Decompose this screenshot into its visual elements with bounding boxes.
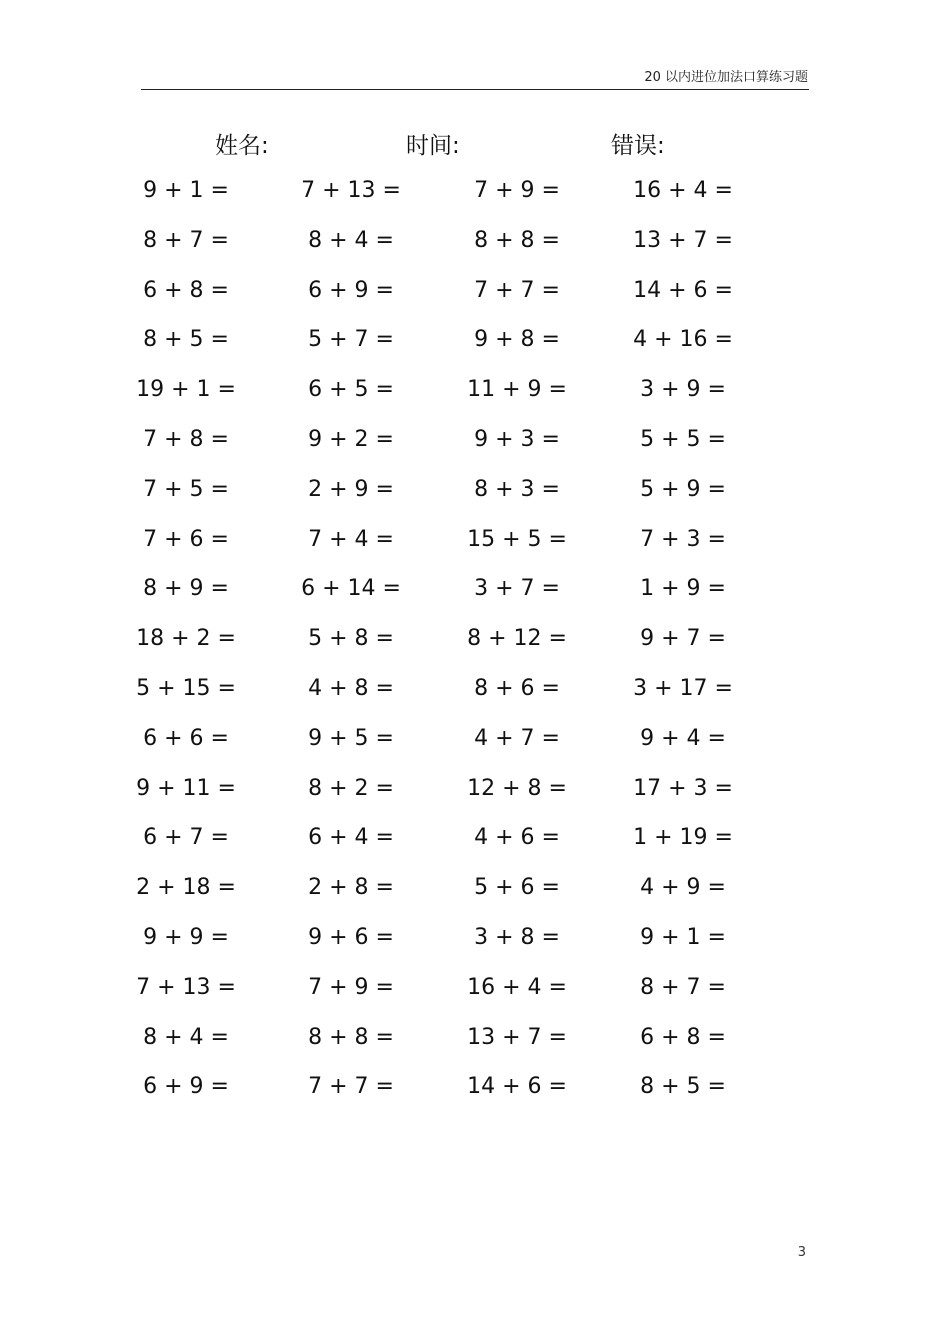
addition-problem: 16 + 4 =	[633, 178, 733, 203]
document-header-title: 20 以内进位加法口算练习题	[644, 70, 808, 85]
addition-problem: 3 + 7 =	[474, 576, 560, 601]
addition-problem: 9 + 5 =	[308, 726, 394, 751]
addition-problem: 2 + 8 =	[308, 875, 394, 900]
addition-problem: 5 + 5 =	[640, 427, 726, 452]
addition-problem: 8 + 12 =	[467, 626, 567, 651]
addition-problem: 5 + 8 =	[308, 626, 394, 651]
addition-problem: 8 + 9 =	[143, 576, 229, 601]
addition-problem: 18 + 2 =	[136, 626, 236, 651]
addition-problem: 8 + 7 =	[143, 228, 229, 253]
addition-problem: 13 + 7 =	[633, 228, 733, 253]
addition-problem: 13 + 7 =	[467, 1025, 567, 1050]
addition-problem: 16 + 4 =	[467, 975, 567, 1000]
addition-problem: 14 + 6 =	[633, 278, 733, 303]
addition-problem: 8 + 8 =	[308, 1025, 394, 1050]
addition-problem: 7 + 5 =	[143, 477, 229, 502]
name-field-label: 姓名:	[215, 133, 269, 159]
addition-problem: 2 + 18 =	[136, 875, 236, 900]
addition-problem: 8 + 5 =	[640, 1074, 726, 1099]
addition-problem: 7 + 8 =	[143, 427, 229, 452]
addition-problem: 9 + 8 =	[474, 327, 560, 352]
addition-problem: 8 + 5 =	[143, 327, 229, 352]
addition-problem: 5 + 6 =	[474, 875, 560, 900]
addition-problem: 6 + 5 =	[308, 377, 394, 402]
addition-problem: 4 + 9 =	[640, 875, 726, 900]
addition-problem: 3 + 9 =	[640, 377, 726, 402]
errors-field-label: 错误:	[611, 133, 665, 159]
addition-problem: 5 + 15 =	[136, 676, 236, 701]
addition-problem: 17 + 3 =	[633, 776, 733, 801]
addition-problem: 7 + 9 =	[308, 975, 394, 1000]
addition-problem: 7 + 3 =	[640, 527, 726, 552]
addition-problem: 9 + 6 =	[308, 925, 394, 950]
addition-problem: 9 + 1 =	[143, 178, 229, 203]
addition-problem: 3 + 17 =	[633, 676, 733, 701]
addition-problem: 4 + 7 =	[474, 726, 560, 751]
addition-problem: 19 + 1 =	[136, 377, 236, 402]
addition-problem: 9 + 9 =	[143, 925, 229, 950]
addition-problem: 5 + 9 =	[640, 477, 726, 502]
addition-problem: 6 + 9 =	[308, 278, 394, 303]
addition-problem: 6 + 4 =	[308, 825, 394, 850]
addition-problem: 8 + 3 =	[474, 477, 560, 502]
addition-problem: 2 + 9 =	[308, 477, 394, 502]
addition-problem: 8 + 4 =	[143, 1025, 229, 1050]
addition-problem: 7 + 7 =	[308, 1074, 394, 1099]
addition-problem: 8 + 7 =	[640, 975, 726, 1000]
addition-problem: 1 + 19 =	[633, 825, 733, 850]
addition-problem: 4 + 8 =	[308, 676, 394, 701]
addition-problem: 9 + 11 =	[136, 776, 236, 801]
addition-problem: 6 + 9 =	[143, 1074, 229, 1099]
addition-problem: 7 + 6 =	[143, 527, 229, 552]
addition-problem: 6 + 14 =	[301, 576, 401, 601]
addition-problem: 8 + 6 =	[474, 676, 560, 701]
addition-problem: 15 + 5 =	[467, 527, 567, 552]
addition-problem: 7 + 4 =	[308, 527, 394, 552]
addition-problem: 8 + 2 =	[308, 776, 394, 801]
addition-problem: 6 + 8 =	[143, 278, 229, 303]
addition-problem: 9 + 3 =	[474, 427, 560, 452]
addition-problem: 3 + 8 =	[474, 925, 560, 950]
addition-problem: 9 + 1 =	[640, 925, 726, 950]
addition-problem: 8 + 8 =	[474, 228, 560, 253]
addition-problem: 9 + 2 =	[308, 427, 394, 452]
addition-problem: 1 + 9 =	[640, 576, 726, 601]
addition-problem: 5 + 7 =	[308, 327, 394, 352]
addition-problem: 7 + 9 =	[474, 178, 560, 203]
addition-problem: 6 + 8 =	[640, 1025, 726, 1050]
addition-problem: 7 + 13 =	[301, 178, 401, 203]
addition-problem: 4 + 6 =	[474, 825, 560, 850]
addition-problem: 12 + 8 =	[467, 776, 567, 801]
page-number: 3	[797, 1245, 806, 1260]
addition-problem: 6 + 6 =	[143, 726, 229, 751]
addition-problem: 9 + 4 =	[640, 726, 726, 751]
addition-problem: 4 + 16 =	[633, 327, 733, 352]
addition-problem: 14 + 6 =	[467, 1074, 567, 1099]
addition-problem: 8 + 4 =	[308, 228, 394, 253]
addition-problem: 7 + 7 =	[474, 278, 560, 303]
addition-problem: 11 + 9 =	[467, 377, 567, 402]
addition-problem: 6 + 7 =	[143, 825, 229, 850]
addition-problem: 7 + 13 =	[136, 975, 236, 1000]
addition-problem: 9 + 7 =	[640, 626, 726, 651]
time-field-label: 时间:	[406, 133, 460, 159]
